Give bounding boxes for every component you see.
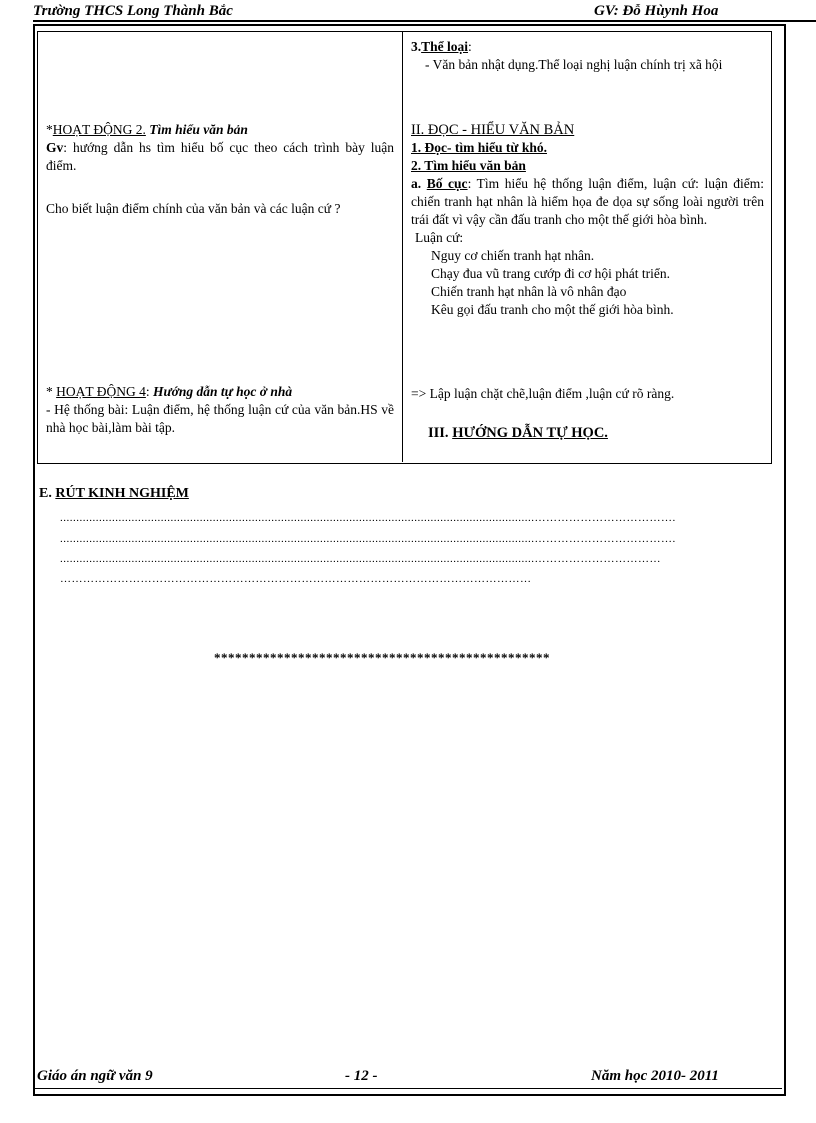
activity2-block: *HOẠT ĐỘNG 2. Tìm hiểu văn bản Gv: hướng dẫn hs tìm hiểu bố cục theo cách trình bày luận điểm.: [46, 122, 394, 173]
section2-block: II. ĐỌC - HIỂU VĂN BẢN 1. Đọc- tìm hiểu từ khó. 2. Tìm hiểu văn bản a. Bố cục: Tìm hiểu hệ thống luận điểm, luận cứ: luận điểm: chiến tranh hạt nhân là hiểm họa đe dọa sự sống loài người trên trái đất vì vậy cần đấu tranh cho một thế giới hòa bình. Luận cứ: Nguy cơ chiến tranh hạt nhân. Chạy đua vũ trang cướp đi cơ hội phát triển. Chiến tranh hạt nhân là vô nhân đạo Kêu gọi đấu tranh cho một thế giới hòa bình.: [411, 122, 765, 317]
table-column-divider: [402, 31, 403, 462]
bo-cuc-text: : Tìm hiểu hệ thống luận điểm, luận cứ: luận điểm: chiến tranh hạt nhân là hiểm họa đe dọa sự sống loài người trên trái đất vì vậy cần đấu tranh cho một thế giới hòa bình.: [411, 176, 765, 227]
activity4-text: - Hệ thống bài: Luận điểm, hệ thống luận cứ của văn bản.HS về nhà học bài,làm bài tập.: [46, 402, 394, 435]
genre-text: - Văn bản nhật dụng.Thể loại nghị luận chính trị xã hội: [425, 57, 723, 72]
section2-sub1: 1. Đọc- tìm hiểu từ khó.: [411, 140, 547, 155]
conclusion: => Lập luận chặt chẽ,luận điểm ,luận cứ rõ ràng.: [411, 386, 675, 401]
notes-line: ..................................................................................................................................................……………………………….: [60, 533, 676, 545]
notes-line: ..................................................................................................................................................……………………………: [60, 553, 661, 565]
luan-cu-label: Luận cứ:: [415, 230, 464, 245]
activity4-title: Hướng dẫn tự học ở nhà: [153, 384, 293, 399]
genre-title: Thể loại: [421, 39, 469, 54]
section2-heading: II. ĐỌC - HIỂU VĂN BẢN: [411, 122, 575, 138]
activity2-question: Cho biết luận điểm chính của văn bản và các luận cứ ?: [46, 201, 341, 216]
genre-block: 3.Thể loại: - Văn bản nhật dụng.Thể loại nghị luận chính trị xã hội: [411, 38, 764, 74]
luan-cu-item: Nguy cơ chiến tranh hạt nhân.: [431, 248, 595, 263]
page-number: - 12 -: [345, 1068, 378, 1084]
luan-cu-item: Chiến tranh hạt nhân là vô nhân đạo: [431, 284, 627, 299]
bo-cuc-title: Bố cục: [426, 176, 468, 191]
genre-number: 3.: [411, 39, 422, 54]
activity2-title: Tìm hiểu văn bản: [145, 122, 248, 137]
section2-sub2: 2. Tìm hiểu văn bản: [411, 158, 526, 173]
section-e-heading: E. RÚT KINH NGHIỆM: [39, 486, 189, 501]
luan-cu-item: Kêu gọi đấu tranh cho một thế giới hòa bình.: [431, 302, 674, 317]
gv-text: : hướng dẫn hs tìm hiểu bố cục theo cách trình bày luận điểm.: [46, 140, 394, 173]
header-school: Trường THCS Long Thành Bắc: [33, 3, 233, 19]
notes-line: ..................................................................................................................................................……………………………….: [60, 512, 676, 524]
notes-line: ……………………………………………………………………………………………………………: [60, 573, 532, 585]
activity4-label: HOẠT ĐỘNG 4: [56, 384, 146, 399]
activity4-block: * HOẠT ĐỘNG 4: Hướng dẫn tự học ở nhà - Hệ thống bài: Luận điểm, hệ thống luận cứ của văn bản.HS về nhà học bài,làm bài tập.: [46, 384, 394, 435]
luan-cu-item: Chạy đua vũ trang cướp đi cơ hội phát triển.: [431, 266, 671, 281]
gv-label: Gv: [46, 140, 64, 155]
activity2-label: HOẠT ĐỘNG 2.: [52, 122, 146, 137]
star-divider: ************************************************: [214, 650, 550, 665]
header-rule: [33, 20, 816, 22]
footer-right: Năm học 2010- 2011: [591, 1068, 719, 1084]
header-teacher: GV: Đỗ Hùynh Hoa: [594, 3, 719, 19]
footer-left: Giáo án ngữ văn 9: [37, 1068, 153, 1084]
footer-rule: [33, 1088, 782, 1089]
section3-heading: III. HƯỚNG DẪN TỰ HỌC.: [428, 425, 608, 441]
